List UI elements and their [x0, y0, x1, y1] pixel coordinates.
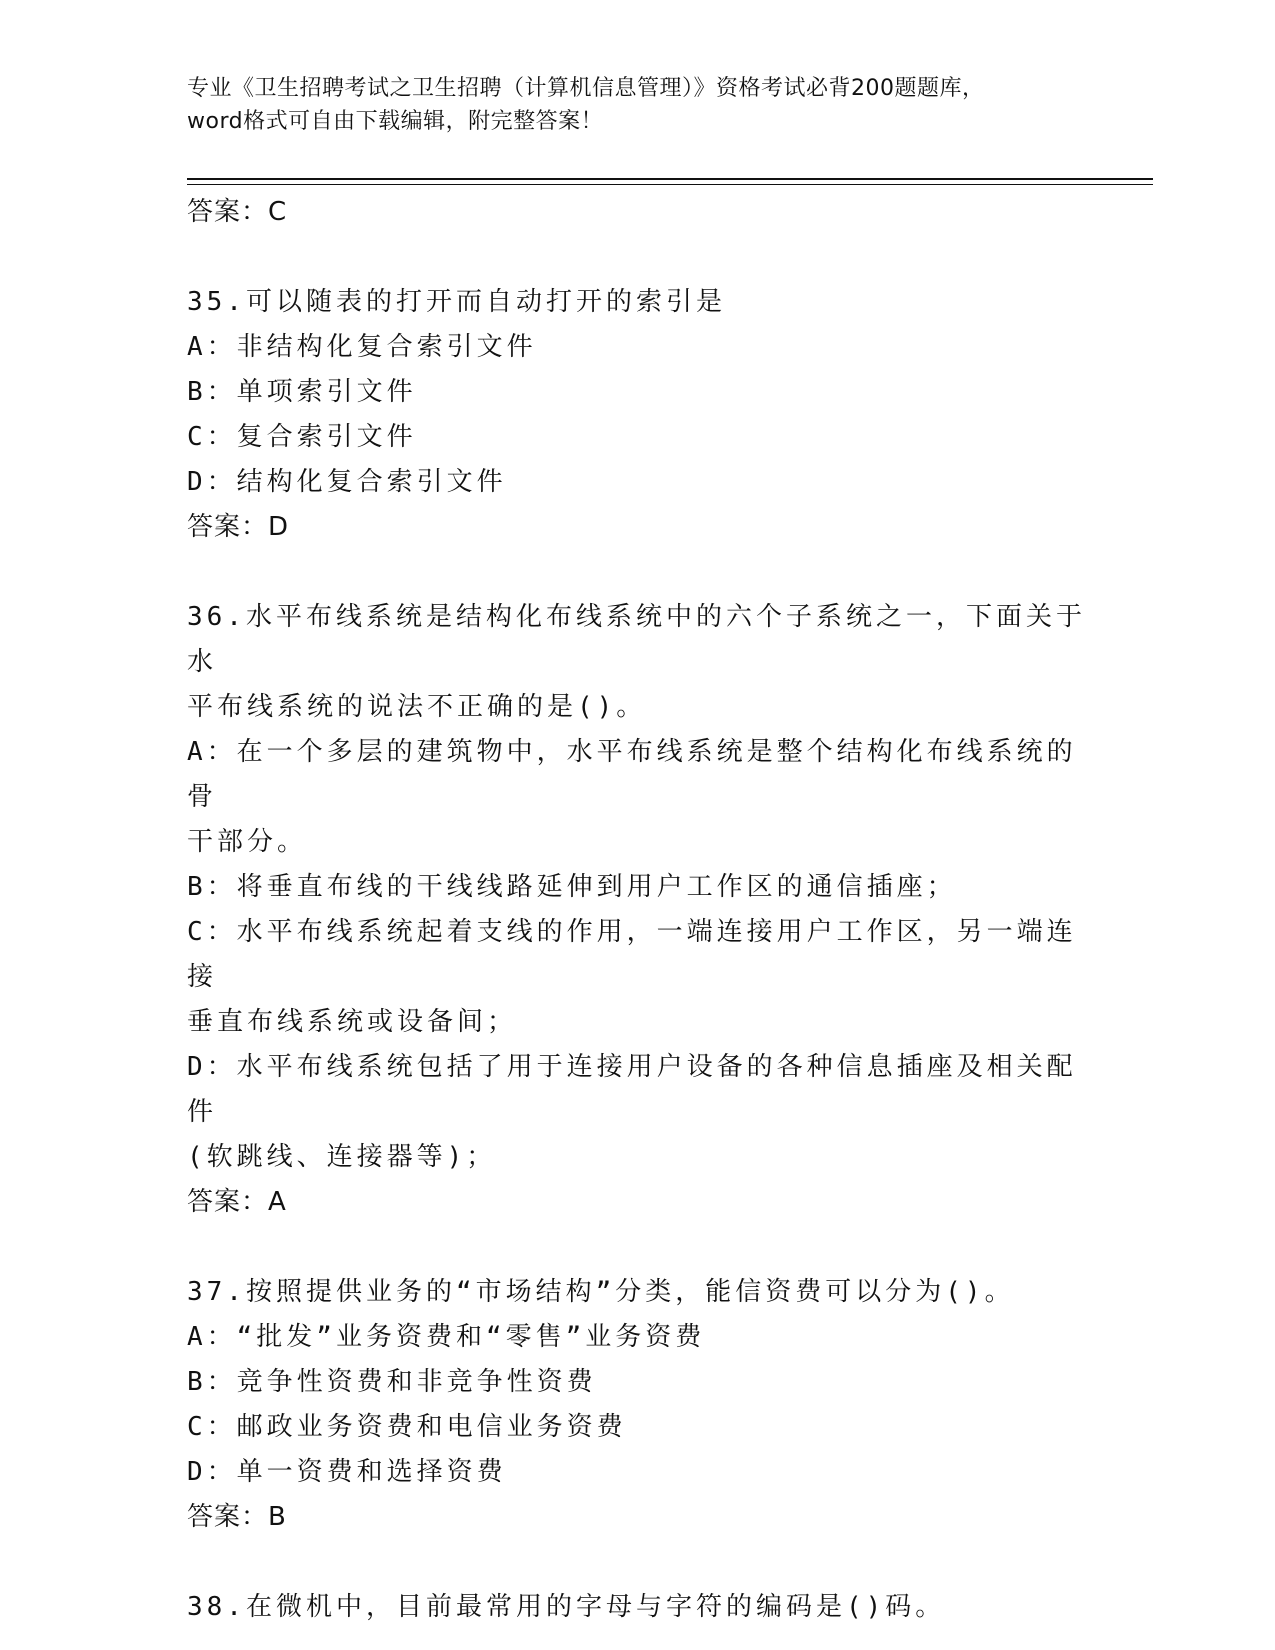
option-c-cont: 垂直布线系统或设备间；	[187, 1007, 518, 1037]
answer: 答案：A	[187, 1187, 287, 1217]
document-body	[187, 190, 1087, 1630]
answer-previous: 答案：C	[187, 197, 288, 227]
spacer	[187, 1540, 1087, 1585]
option-a: A：非结构化复合索引文件	[187, 332, 537, 362]
header-rule-thick	[187, 178, 1153, 180]
header-line-2: word格式可自由下载编辑，附完整答案！	[187, 109, 604, 134]
spacer	[187, 1225, 1087, 1270]
header-rule-thin	[187, 184, 1153, 185]
option-c: C：复合索引文件	[187, 422, 417, 452]
spacer	[187, 235, 1087, 280]
question-text: 36.水平布线系统是结构化布线系统中的六个子系统之一，下面关于水	[187, 602, 1086, 677]
question-text: 37.按照提供业务的“市场结构”分类，能信资费可以分为()。	[187, 1277, 1015, 1307]
option-d: D：单一资费和选择资费	[187, 1457, 507, 1487]
question-36	[187, 595, 1087, 1225]
question-text-cont: 平布线系统的说法不正确的是()。	[187, 692, 647, 722]
option-a: A：“批发”业务资费和“零售”业务资费	[187, 1322, 706, 1352]
question-37	[187, 1270, 1087, 1540]
document-header	[187, 72, 1067, 138]
header-line-1: 专业《卫生招聘考试之卫生招聘（计算机信息管理）》资格考试必背200题题库，	[187, 76, 985, 101]
option-c: C：水平布线系统起着支线的作用，一端连接用户工作区，另一端连接	[187, 917, 1077, 992]
question-text: 38.在微机中，目前最常用的字母与字符的编码是()码。	[187, 1592, 946, 1622]
option-c: C：邮政业务资费和电信业务资费	[187, 1412, 627, 1442]
question-35	[187, 280, 1087, 550]
option-a: A：在一个多层的建筑物中，水平布线系统是整个结构化布线系统的骨	[187, 737, 1077, 812]
question-38	[187, 1585, 1087, 1630]
option-b: B：单项索引文件	[187, 377, 417, 407]
option-d: D：水平布线系统包括了用于连接用户设备的各种信息插座及相关配件	[187, 1052, 1077, 1127]
option-b: B：将垂直布线的干线线路延伸到用户工作区的通信插座；	[187, 872, 957, 902]
option-d-cont: (软跳线、连接器等)；	[187, 1142, 497, 1172]
option-b: B：竞争性资费和非竞争性资费	[187, 1367, 597, 1397]
spacer	[187, 550, 1087, 595]
question-text: 35.可以随表的打开而自动打开的索引是	[187, 287, 726, 317]
option-d: D：结构化复合索引文件	[187, 467, 507, 497]
answer: 答案：D	[187, 512, 290, 542]
option-a-cont: 干部分。	[187, 827, 308, 857]
answer: 答案：B	[187, 1502, 287, 1532]
